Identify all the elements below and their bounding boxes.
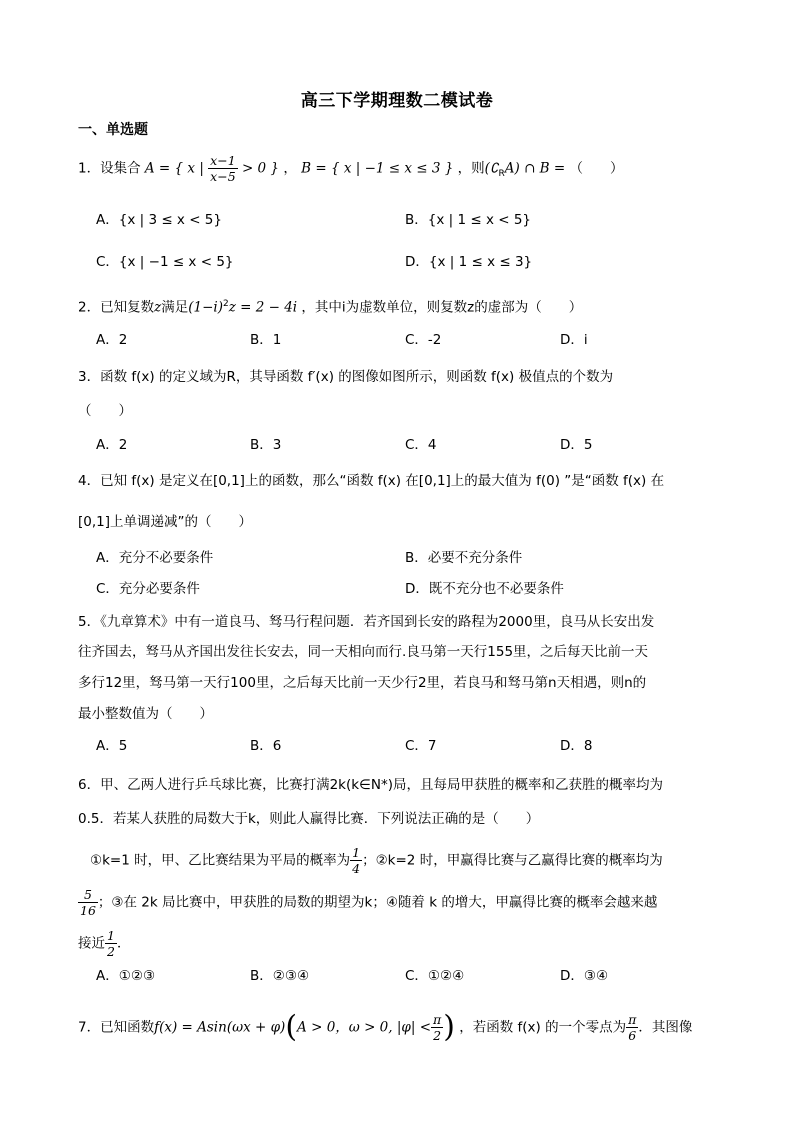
q1-option-b: B．{x | 1 ≤ x < 5}	[405, 212, 532, 228]
q1-set-a-left: A = { x |	[144, 160, 204, 177]
q7-frac-cond-num: π	[433, 1012, 442, 1027]
q3-option-d: D．5	[560, 437, 593, 453]
q1-fraction	[208, 153, 237, 184]
q1-comma: ，	[283, 160, 297, 177]
q7-frac-zero	[626, 1012, 638, 1043]
q6-frac-3-num: 1	[107, 928, 115, 943]
q7-left-paren: (	[285, 1009, 298, 1045]
q7-pre: 7．已知函数	[78, 1019, 155, 1036]
q7-frac-zero-den: 6	[628, 1028, 637, 1043]
q6-line-3a: ①k=1 时，甲、乙比赛结果为平局的概率为	[90, 852, 351, 869]
q2-mid: 满足	[161, 299, 189, 316]
q3-option-a: A．2	[96, 437, 128, 453]
q3-option-c: C．4	[405, 437, 437, 453]
q5-option-a: A．5	[96, 738, 128, 754]
q6-frac-2	[78, 887, 98, 918]
q3-line-2: （ ）	[78, 403, 132, 419]
q5-option-c: C．7	[405, 738, 437, 754]
q1-number: 1．设集合	[78, 160, 141, 177]
q6-option-d: D．③④	[560, 968, 609, 984]
q5-line-2: 往齐国去，驽马从齐国出发往长安去，同一天相向而行.良马第一天行155里，之后每天比前一天	[78, 644, 649, 660]
q6-option-b: B．②③④	[250, 968, 310, 984]
q6-frac-2-num: 5	[78, 887, 98, 903]
q6-line-1: 6．甲、乙两人进行乒乓球比赛，比赛打满2k(k∈N*)局，且每局甲获胜的概率和乙获胜的概率均为	[78, 777, 663, 793]
q3-line-1: 3．函数 f(x) 的定义域为R，其导函数 f′(x) 的图像如图所示，则函数 f(x) 极值点的个数为	[78, 369, 614, 385]
q6-frac-1	[350, 845, 362, 876]
q6-line-4	[78, 887, 657, 918]
page-title: 高三下学期理数二模试卷	[300, 91, 494, 111]
q1-frac-den: x−5	[210, 169, 236, 184]
q2-tail: ，其中i为虚数单位，则复数z的虚部为（ ）	[301, 299, 583, 316]
q1-sub: R	[498, 169, 505, 180]
q5-line-3: 多行12里，驽马第一天行100里，之后每天比前一天少行2里，若良马和驽马第n天相遇，则n的	[78, 675, 647, 691]
q1-option-a: A．{x | 3 ≤ x < 5}	[96, 212, 222, 228]
q2-eq-b: z = 2 − 4i	[228, 299, 298, 316]
q6-frac-3	[105, 928, 117, 959]
q6-line-5	[78, 928, 130, 959]
q5-line-4: 最小整数值为（ ）	[78, 706, 213, 722]
q6-option-c: C．①②④	[405, 968, 465, 984]
q4-option-c: C．充分必要条件	[96, 581, 200, 597]
q6-frac-1-num: 1	[352, 845, 361, 860]
q6-line-5a: 接近	[78, 935, 105, 952]
q3-option-b: B．3	[250, 437, 282, 453]
q4-option-d: D．既不充分也不必要条件	[405, 581, 564, 597]
q6-line-3b: ；②k=2 时，甲赢得比赛与乙赢得比赛的概率均为	[362, 852, 663, 869]
q2-eq-a: (1−i)	[188, 299, 223, 316]
q2-option-c: C．-2	[405, 332, 442, 348]
q6-line-5b: ．	[116, 935, 131, 952]
q7-right-paren: )	[443, 1009, 455, 1045]
q7-condition: A > 0，ω > 0, |φ| <	[297, 1019, 432, 1036]
q7-tail: ．其图像	[638, 1019, 693, 1036]
q1-set-b: B = { x | −1 ≤ x ≤ 3 }	[301, 160, 454, 177]
q1-expr2: A) ∩ B =	[504, 160, 566, 177]
question-7	[78, 1009, 693, 1045]
q2-option-d: D．i	[560, 332, 588, 348]
q4-option-b: B．必要不充分条件	[405, 550, 523, 566]
q1-set-a-right: > 0 }	[241, 160, 280, 177]
q1-option-d: D．{x | 1 ≤ x ≤ 3}	[405, 254, 533, 270]
q4-line-1: 4．已知 f(x) 是定义在[0,1]上的函数，那么“函数 f(x) 在[0,1]上的最大值为 f(0) ”是“函数 f(x) 在	[78, 473, 665, 489]
q5-option-d: D．8	[560, 738, 593, 754]
q6-line-2: 0.5．若某人获胜的局数大于k，则此人赢得比赛．下列说法正确的是（ ）	[78, 811, 540, 827]
q6-line-3	[90, 845, 663, 876]
q2-option-a: A．2	[96, 332, 128, 348]
q1-frac-num: x−1	[210, 153, 236, 168]
q2-eq-sup: 2	[222, 299, 229, 309]
q1-paren: （ ）	[569, 160, 624, 177]
q2-pre: 2．已知复数	[78, 299, 155, 316]
q4-line-2: [0,1]上单调递减”的（ ）	[78, 514, 252, 530]
q5-line-1: 5．《九章算术》中有一道良马、驽马行程问题．若齐国到长安的路程为2000里，良马从长安出发	[78, 614, 655, 630]
q6-option-a: A．①②③	[96, 968, 156, 984]
q6-frac-2-den: 16	[80, 903, 96, 918]
section-heading: 一、单选题	[78, 122, 148, 138]
q4-option-a: A．充分不必要条件	[96, 550, 214, 566]
q6-line-4b: ；③在 2k 局比赛中，甲获胜的局数的期望为k；④随着 k 的增大，甲赢得比赛的概率会越来越	[97, 894, 658, 911]
q7-frac-cond-den: 2	[433, 1028, 442, 1043]
q6-frac-3-den: 2	[107, 944, 115, 959]
question-2	[78, 294, 582, 318]
q7-mid: ，若函数 f(x) 的一个零点为	[459, 1019, 627, 1036]
q7-function: f(x) = Asin(ωx + φ)	[154, 1019, 286, 1036]
question-1	[78, 153, 624, 184]
q6-frac-1-den: 4	[352, 861, 361, 876]
q1-option-c: C．{x | −1 ≤ x < 5}	[96, 254, 234, 270]
q1-expr: (∁	[484, 160, 499, 177]
q7-frac-zero-num: π	[628, 1012, 637, 1027]
q5-option-b: B．6	[250, 738, 282, 754]
q2-option-b: B．1	[250, 332, 282, 348]
q7-frac-cond	[431, 1012, 443, 1043]
q2-z: z	[154, 299, 162, 316]
q1-tail: ，则	[457, 160, 485, 177]
